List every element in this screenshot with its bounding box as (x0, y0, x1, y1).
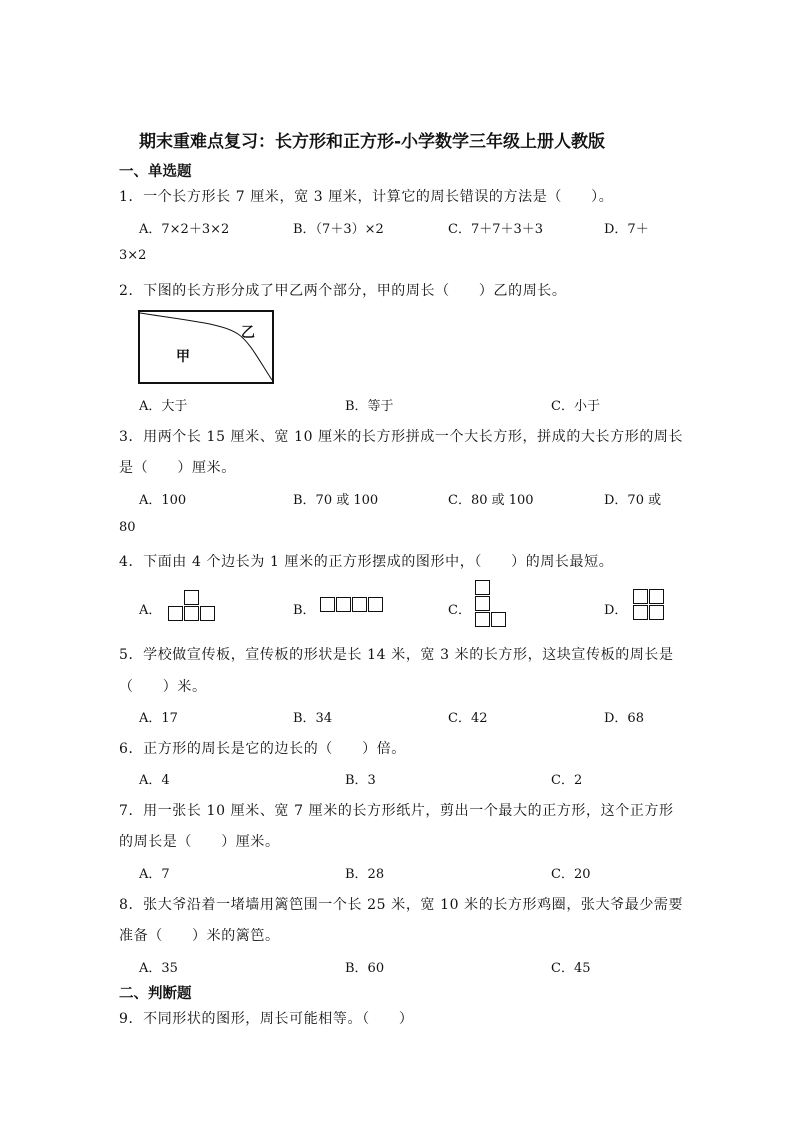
question-5-option-b[interactable]: B．34 (293, 711, 333, 726)
question-2-option-a[interactable]: A．大于 (139, 399, 188, 414)
question-4-option-c[interactable]: C． (448, 603, 471, 618)
question-3-option-a[interactable]: A．100 (139, 493, 187, 508)
question-8-option-c[interactable]: C．45 (551, 961, 591, 976)
question-4-option-d[interactable]: D． (604, 603, 628, 618)
question-7-option-b[interactable]: B．28 (345, 867, 385, 882)
label-yi: 乙 (241, 325, 255, 341)
section-heading-single-choice: 一、单选题 (119, 164, 192, 180)
question-7-option-a[interactable]: A．7 (139, 867, 170, 882)
question-8-option-b[interactable]: B．60 (345, 961, 385, 976)
question-4-figure-b (320, 597, 386, 614)
question-3-text-line-1: 3．用两个长 15 厘米、宽 10 厘米的长方形拼成一个大长方形，拼成的大长方形的周长 (119, 429, 684, 445)
question-4-figure-a (168, 590, 218, 624)
question-1-option-b[interactable]: B．（7＋3）×2 (293, 222, 384, 237)
question-6-option-a[interactable]: A．4 (139, 773, 170, 788)
question-4-option-a[interactable]: A． (139, 603, 162, 618)
question-9-text: 9．不同形状的图形，周长可能相等。（ ） (119, 1011, 414, 1027)
question-2-rectangle-figure (138, 310, 274, 384)
question-5-text-line-2: （ ）米。 (119, 679, 207, 695)
question-5-text-line-1: 5．学校做宣传板，宣传板的形状是长 14 米，宽 3 米的长方形，这块宣传板的周长是 (119, 647, 674, 663)
question-1-option-d-continued: 3×2 (119, 248, 147, 263)
question-8-text-line-2: 准备（ ）米的篱笆。 (119, 928, 280, 944)
question-8-option-a[interactable]: A．35 (139, 961, 178, 976)
question-5-option-d[interactable]: D．68 (604, 711, 644, 726)
question-2-option-c[interactable]: C．小于 (551, 399, 600, 414)
question-6-option-b[interactable]: B．3 (345, 773, 376, 788)
question-7-option-c[interactable]: C．20 (551, 867, 591, 882)
question-1-option-d[interactable]: D．7＋ (604, 222, 649, 237)
question-5-option-c[interactable]: C．42 (448, 711, 488, 726)
question-2-text: 2．下图的长方形分成了甲乙两个部分，甲的周长（ ）乙的周长。 (119, 283, 567, 299)
question-6-option-c[interactable]: C．2 (551, 773, 583, 788)
question-8-text-line-1: 8．张大爷沿着一堵墙用篱笆围一个长 25 米，宽 10 米的长方形鸡圈，张大爷最少需要 (119, 897, 684, 913)
question-7-text-line-2: 的周长是（ ）厘米。 (119, 834, 280, 850)
question-1-option-c[interactable]: C．7＋7＋3＋3 (448, 222, 544, 237)
question-2-option-b[interactable]: B．等于 (345, 399, 394, 414)
question-4-figure-d (633, 589, 667, 623)
question-4-option-b[interactable]: B． (293, 603, 316, 618)
question-3-text-line-2: 是（ ）厘米。 (119, 460, 236, 476)
question-4-text: 4．下面由 4 个边长为 1 厘米的正方形摆成的图形中，（ ）的周长最短。 (119, 554, 614, 570)
question-5-option-a[interactable]: A．17 (139, 711, 178, 726)
question-6-text: 6．正方形的周长是它的边长的（ ）倍。 (119, 741, 406, 757)
question-3-option-d[interactable]: D．70 或 (604, 493, 662, 508)
section-heading-judgement: 二、判断题 (119, 986, 192, 1002)
question-3-option-b[interactable]: B．70 或 100 (293, 493, 379, 508)
page-title: 期末重难点复习：长方形和正方形-小学数学三年级上册人教版 (139, 132, 606, 152)
question-1-text: 1．一个长方形长 7 厘米，宽 3 厘米，计算它的周长错误的方法是（ ）。 (119, 189, 614, 205)
label-jia: 甲 (176, 349, 190, 365)
question-1-option-a[interactable]: A．7×2＋3×2 (139, 222, 230, 237)
question-3-option-d-continued: 80 (119, 520, 136, 535)
question-7-text-line-1: 7．用一张长 10 厘米、宽 7 厘米的长方形纸片，剪出一个最大的正方形，这个正方形 (119, 803, 674, 819)
question-4-figure-c (475, 580, 509, 630)
question-3-option-c[interactable]: C．80 或 100 (448, 493, 534, 508)
